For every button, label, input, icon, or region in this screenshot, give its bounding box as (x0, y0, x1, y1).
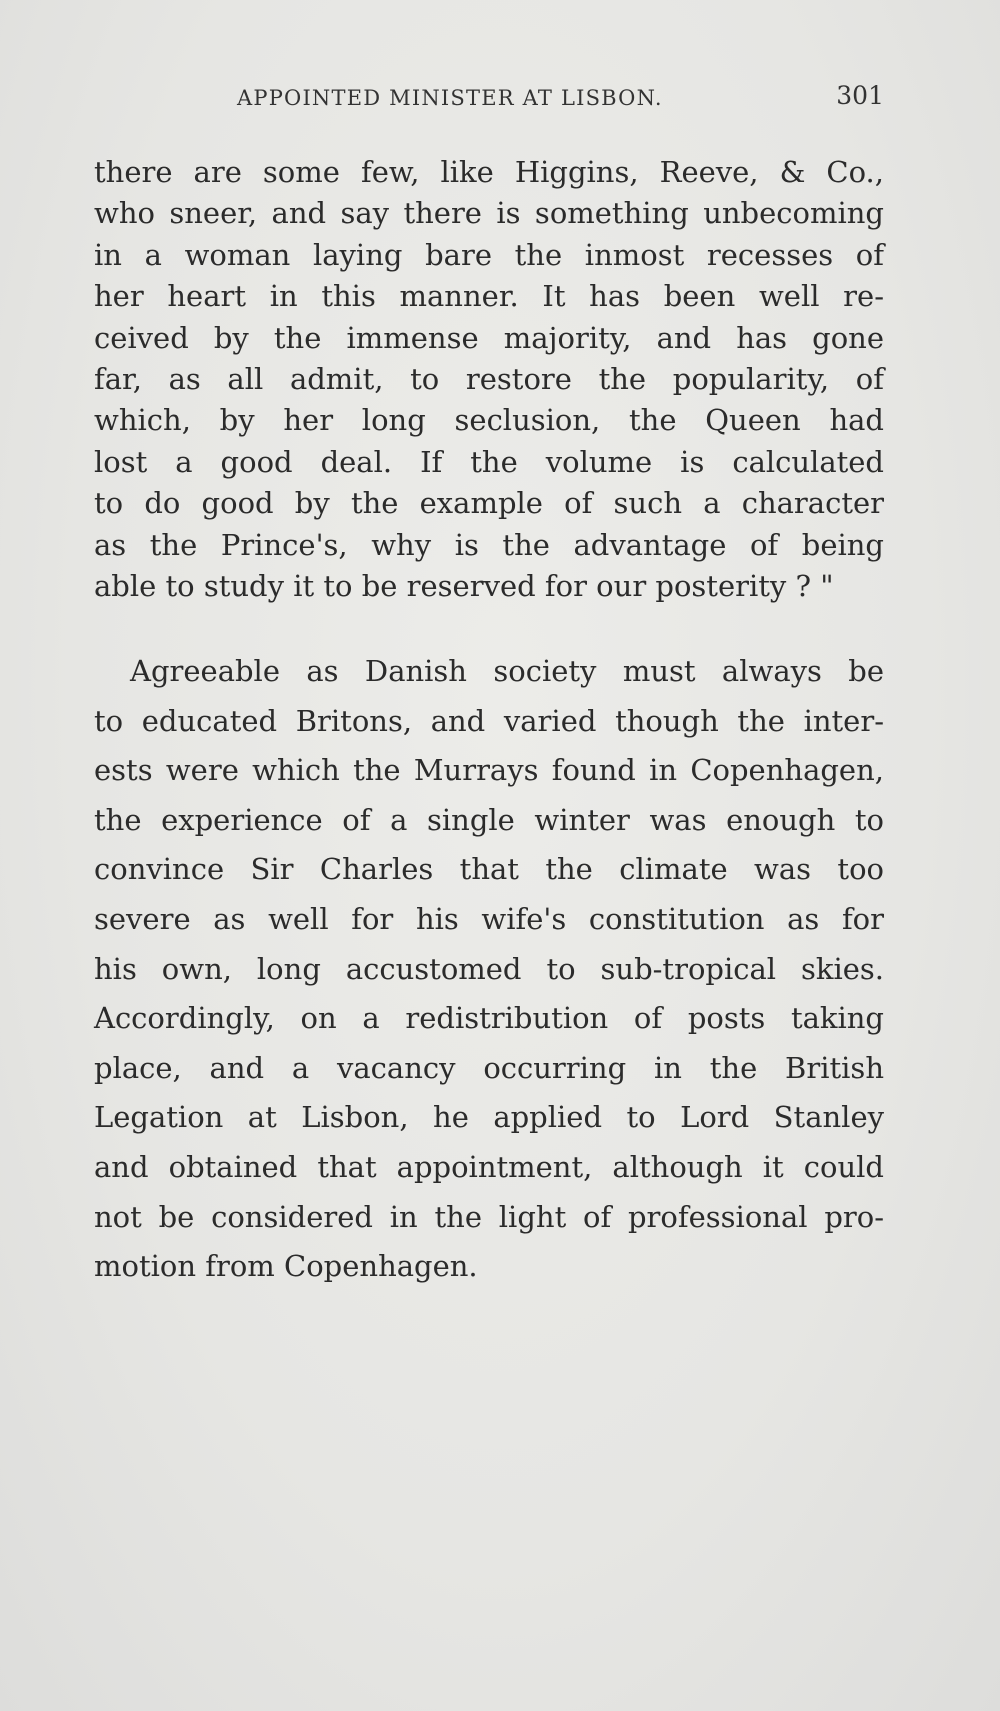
body-paragraph (94, 647, 884, 1292)
running-head (94, 78, 884, 118)
quote-line: which, by her long seclusion, the Queen had (94, 403, 884, 438)
quote-line: there are some few, like Higgins, Reeve, & Co., (94, 155, 884, 189)
paragraph-line: motion from Copenhagen. (94, 1249, 478, 1284)
paragraph-line: Accordingly, on a redistribution of posts taking (94, 1001, 884, 1036)
quote-line: far, as all admit, to restore the popularity, of (94, 361, 884, 396)
paragraph-line: to educated Britons, and varied though the inter- (94, 703, 884, 738)
quote-line: in a woman laying bare the inmost recesses of (94, 237, 884, 272)
quote-line: as the Prince's, why is the advantage of being (94, 527, 884, 562)
quote-line: to do good by the example of such a character (94, 486, 884, 521)
paragraph-line: convince Sir Charles that the climate was too (94, 852, 884, 887)
paragraph-line: his own, long accustomed to sub-tropical skies. (94, 951, 884, 986)
quote-line: ceived by the immense majority, and has gone (94, 320, 884, 355)
paragraph-line: and obtained that appointment, although it could (94, 1149, 884, 1184)
paragraph-line: place, and a vacancy occurring in the British (94, 1050, 884, 1085)
paragraph-line: the experience of a single winter was enough to (94, 802, 884, 837)
quoted-passage (94, 152, 884, 607)
running-title: APPOINTED MINISTER AT LISBON. (237, 86, 663, 110)
paragraph-line: Agreeable as Danish society must always be (130, 654, 884, 688)
quote-line: her heart in this manner. It has been well re- (94, 279, 884, 314)
paragraph-line: Legation at Lisbon, he applied to Lord Stanley (94, 1100, 884, 1135)
paragraph-line: severe as well for his wife's constitution as for (94, 901, 884, 936)
quote-line: who sneer, and say there is something unbecoming (94, 196, 884, 231)
quote-line: able to study it to be reserved for our posterity ? " (94, 568, 834, 603)
paragraph-line: ests were which the Murrays found in Copenhagen, (94, 753, 884, 788)
page-number: 301 (836, 81, 884, 110)
quote-line: lost a good deal. If the volume is calculated (94, 444, 884, 479)
paragraph-line: not be considered in the light of professional pro- (94, 1199, 884, 1234)
